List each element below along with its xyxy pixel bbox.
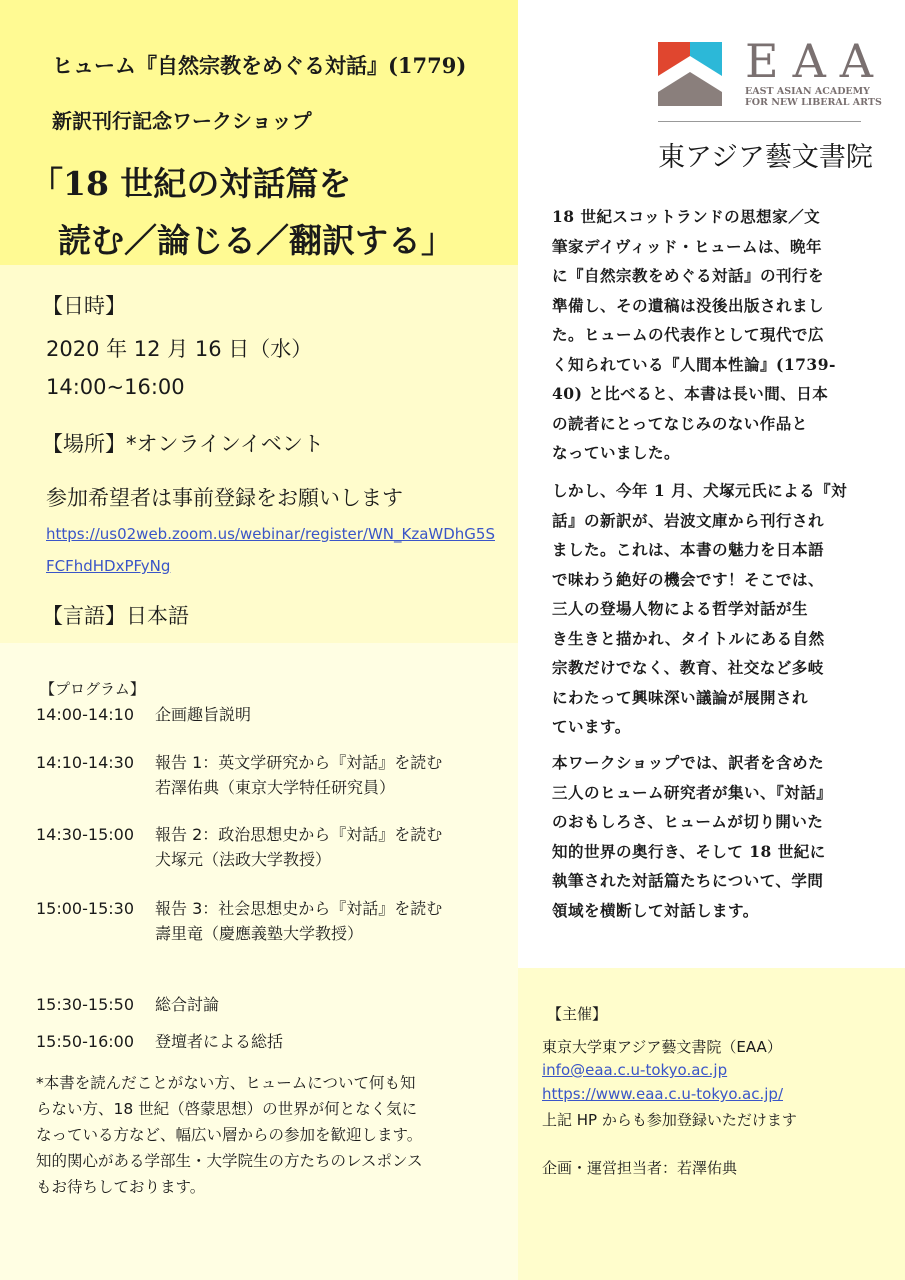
program-time: 15:00-15:30	[36, 899, 134, 918]
program-title: 報告 1：英文学研究から『対話』を読む	[155, 753, 443, 772]
audience-note: *本書を読んだことがない方、ヒュームについて何も知 らない方、18 世紀（啓蒙思想）の世界が何となく気に なっている方など、幅広い層からの参加を歓迎します。 知的関心がある学部生・大学院生の方たちのレスポンス もお待ちしております。	[36, 1074, 423, 1196]
event-date: 2020 年 12 月 16 日（水）	[46, 337, 313, 361]
organizer-email-link[interactable]: info@eaa.c.u-tokyo.ac.jp	[542, 1061, 728, 1079]
registration-link-line2[interactable]: FCFhdHDxPFyNg	[46, 557, 171, 575]
program-time: 14:30-15:00	[36, 825, 134, 844]
event-place: 【場所】*オンラインイベント	[42, 432, 324, 456]
program-time: 15:50-16:00	[36, 1032, 134, 1051]
logo-abbr: EAA	[745, 34, 888, 88]
date-label: 【日時】	[42, 294, 126, 318]
program-item	[155, 822, 442, 872]
program-title: 登壇者による総括	[155, 1032, 284, 1051]
program-time: 15:30-15:50	[36, 995, 134, 1014]
main-title-line1: 「18 世紀の対話篇を	[30, 164, 352, 203]
program-heading: 【プログラム】	[40, 680, 145, 698]
subtitle-workshop: 新訳刊行記念ワークショップ	[52, 109, 312, 133]
organizer-website-link[interactable]: https://www.eaa.c.u-tokyo.ac.jp/	[542, 1085, 783, 1103]
organizer-registration-note: 上記 HP からも参加登録いただけます	[542, 1111, 797, 1129]
program-title: 総合討論	[155, 995, 220, 1014]
program-speaker: 壽里竜（慶應義塾大学教授）	[155, 924, 364, 943]
organizer-name: 東京大学東アジア藝文書院（EAA）	[542, 1038, 782, 1056]
description-paragraph-3: 本ワークショップでは、訳者を含めた 三人のヒューム研究者が集い、『対話』 のおもしろさ、ヒュームが切り開いた 知的世界の奥行き、そして 18 世紀に 執筆された対話篇たちについて、学問 領域を横断して対話します。	[552, 753, 833, 920]
program-title: 報告 2：政治思想史から『対話』を読む	[155, 825, 443, 844]
logo-subtitle: EAST ASIAN ACADEMY FOR NEW LIBERAL ARTS	[745, 86, 882, 108]
program-title: 企画趣旨説明	[155, 705, 252, 724]
program-time: 14:10-14:30	[36, 753, 134, 772]
event-time: 14:00~16:00	[46, 375, 185, 399]
logo-name-jp: 東アジア藝文書院	[658, 142, 873, 173]
program-item	[155, 702, 251, 727]
eaa-logo-icon	[658, 42, 722, 106]
registration-link-line1[interactable]: https://us02web.zoom.us/webinar/register/WN_KzaWDhG5S	[46, 525, 495, 543]
main-title-line2: 読む／論じる／翻訳する」	[58, 221, 454, 260]
program-speaker: 犬塚元（法政大学教授）	[155, 850, 332, 869]
program-item	[155, 750, 442, 800]
description-paragraph-2: しかし、今年 1 月、犬塚元氏による『対 話』の新訳が、岩波文庫から刊行され ました。これは、本書の魅力を日本語 で味わう絶好の機会です！そこでは、 三人の登場人物による哲学対話が生 き生きと描かれ、タイトルにある自然 宗教だけでなく、教育、社交など多岐 にわたって興味深い議論が展開され ています。	[552, 481, 848, 736]
subtitle-book: ヒューム『自然宗教をめぐる対話』(1779)	[52, 53, 467, 78]
organizer-heading: 【主催】	[547, 1005, 608, 1023]
event-language: 【言語】日本語	[42, 604, 189, 628]
program-title: 報告 3：社会思想史から『対話』を読む	[155, 899, 443, 918]
program-item	[155, 992, 219, 1017]
program-item	[155, 1029, 283, 1054]
program-item	[155, 896, 442, 946]
program-speaker: 若澤佑典（東京大学特任研究員）	[155, 778, 396, 797]
logo-divider	[658, 121, 861, 122]
description-paragraph-1: 18 世紀スコットランドの思想家／文 筆家デイヴィッド・ヒュームは、晩年 に『自然宗教をめぐる対話』の刊行を 準備し、その遺稿は没後出版されまし た。ヒュームの代表作として現代で広 く知られている『人間本性論』(1739- 40) と比べると、本書は長い間、日本 の読者にとってなじみのない作品と なっていました。	[552, 207, 836, 462]
program-time: 14:00-14:10	[36, 705, 134, 724]
registration-note: 参加希望者は事前登録をお願いします	[46, 486, 403, 510]
organizer-contact: 企画・運営担当者：若澤佑典	[542, 1159, 738, 1177]
